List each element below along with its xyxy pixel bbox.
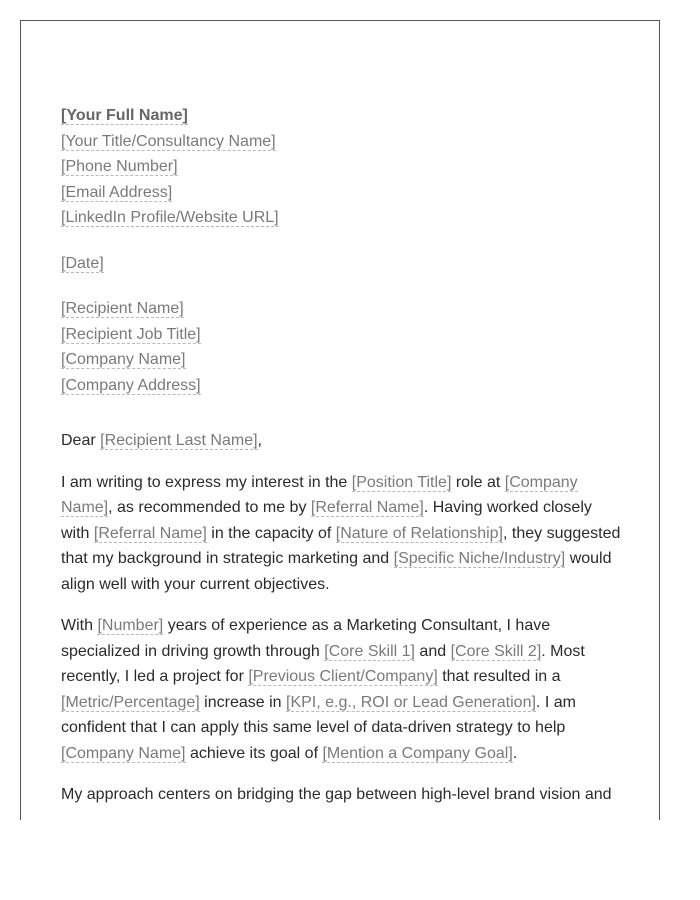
body-text: would — [565, 550, 612, 567]
body-text: role at — [451, 473, 505, 491]
sender-phone[interactable]: [Phone Number] — [61, 158, 178, 175]
body-text: specialized in driving growth through — [61, 642, 325, 660]
position-title-placeholder[interactable]: [Position Title] — [351, 473, 452, 491]
letter-date[interactable]: [Date] — [61, 254, 104, 272]
body-text: confident that I can apply this same level of data-driven strategy to help — [61, 719, 566, 736]
salutation-prefix: Dear — [61, 432, 101, 449]
company-name-placeholder[interactable]: Name] — [61, 499, 109, 516]
sender-email[interactable]: [Email Address] — [61, 183, 173, 201]
body-text: With — [61, 617, 98, 634]
body-text: in the capacity of — [206, 524, 336, 542]
date-block — [61, 251, 629, 277]
body-text: . — [512, 744, 518, 762]
body-text: achieve its goal of — [185, 744, 323, 762]
body-text: recently, I led a project for — [61, 668, 249, 685]
company-name-placeholder[interactable]: [Company Name] — [61, 744, 186, 762]
sender-website[interactable]: [LinkedIn Profile/Website URL] — [61, 209, 279, 226]
body-text: . Having worked closely — [423, 499, 592, 516]
kpi-placeholder[interactable]: [KPI, e.g., ROI or Lead Generation] — [286, 693, 536, 711]
salutation-suffix: , — [257, 432, 262, 449]
body-text: . Most — [541, 642, 585, 660]
body-text: My approach centers on bridging the gap between high-level brand vision and — [61, 786, 612, 803]
body-text: align well with your current objectives. — [61, 575, 330, 593]
previous-client-placeholder[interactable]: [Previous Client/Company] — [248, 668, 438, 685]
body-text: . I am — [535, 693, 576, 711]
body-text: that resulted in a — [437, 668, 561, 685]
paragraph-intro — [61, 470, 629, 598]
paragraph-approach — [61, 782, 629, 808]
years-number-placeholder[interactable]: [Number] — [97, 617, 164, 634]
recipient-company[interactable]: [Company Name] — [61, 351, 186, 368]
salutation-name[interactable]: [Recipient Last Name] — [100, 432, 258, 449]
salutation — [61, 428, 629, 454]
body-text: that my background in strategic marketing and — [61, 550, 394, 567]
body-text: I am writing to express my interest in the — [61, 473, 352, 491]
company-goal-placeholder[interactable]: [Mention a Company Goal] — [322, 744, 513, 762]
sender-full-name[interactable]: [Your Full Name] — [61, 107, 188, 124]
sender-block — [61, 103, 629, 231]
recipient-block — [61, 296, 629, 398]
niche-industry-placeholder[interactable]: [Specific Niche/Industry] — [393, 550, 566, 567]
relationship-placeholder[interactable]: [Nature of Relationship] — [335, 524, 503, 542]
recipient-address[interactable]: [Company Address] — [61, 376, 201, 394]
recipient-job-title[interactable]: [Recipient Job Title] — [61, 325, 201, 343]
body-text: years of experience as a Marketing Consultant, I have — [163, 617, 551, 634]
body-text: and — [414, 642, 451, 660]
body-text: increase in — [199, 693, 286, 711]
core-skill-1-placeholder[interactable]: [Core Skill 1] — [324, 642, 415, 660]
letter-content — [61, 103, 629, 808]
metric-placeholder[interactable]: [Metric/Percentage] — [61, 693, 200, 711]
body-text: , as recommended to me by — [108, 499, 311, 516]
company-name-placeholder[interactable]: [Company — [504, 473, 578, 491]
paragraph-experience — [61, 613, 629, 766]
sender-title[interactable]: [Your Title/Consultancy Name] — [61, 132, 276, 150]
body-text: , they suggested — [503, 524, 621, 542]
referral-name-placeholder[interactable]: [Referral Name] — [310, 499, 424, 516]
core-skill-2-placeholder[interactable]: [Core Skill 2] — [450, 642, 542, 660]
referral-name-placeholder[interactable]: [Referral Name] — [93, 524, 207, 542]
document-page — [20, 20, 660, 820]
body-text: with — [61, 524, 94, 542]
recipient-name[interactable]: [Recipient Name] — [61, 300, 184, 317]
